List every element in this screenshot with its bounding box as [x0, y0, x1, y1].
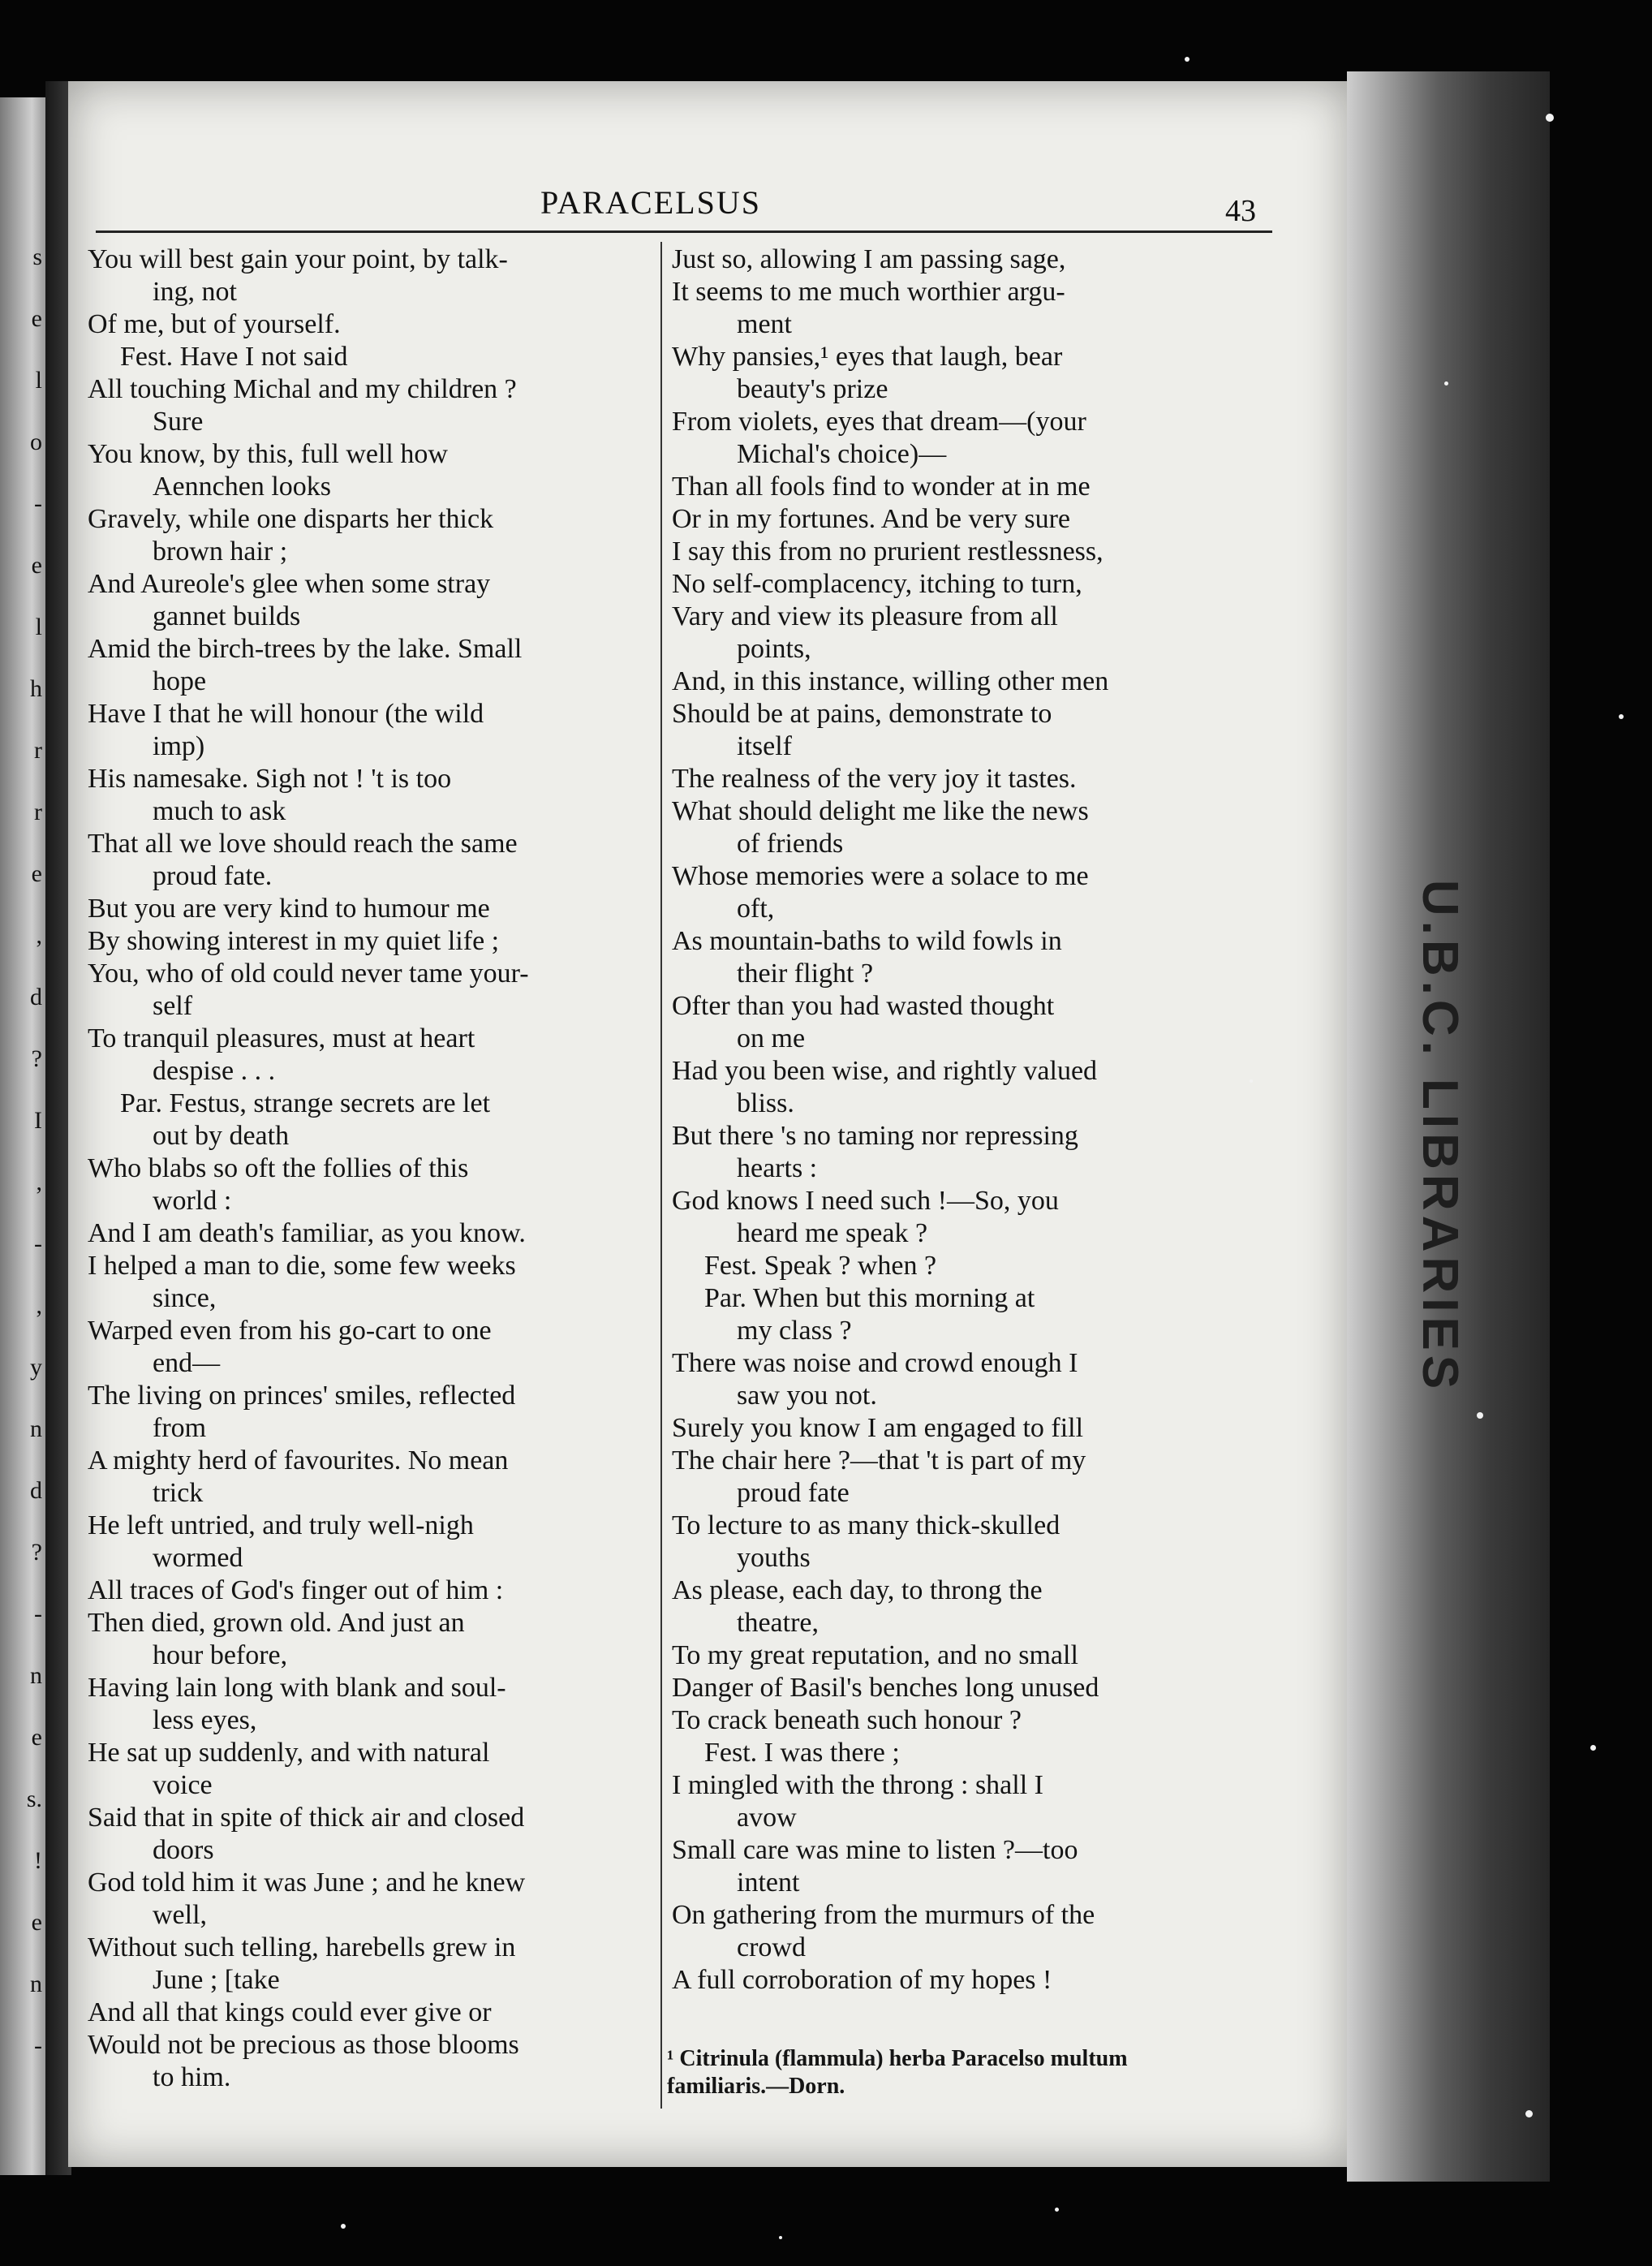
facing-page-fragment: ? — [31, 1539, 42, 1566]
dust-speck — [1250, 1079, 1253, 1083]
text-line: The realness of the very joy it tastes. — [672, 764, 1077, 794]
dust-speck — [779, 2236, 782, 2239]
text-line: Had you been wise, and rightly valued — [672, 1056, 1098, 1086]
text-line: hearts : — [737, 1153, 818, 1183]
text-line: A full corroboration of my hopes ! — [672, 1965, 1052, 1995]
text-line: No self-complacency, itching to turn, — [672, 569, 1082, 599]
dust-speck — [1055, 2208, 1059, 2212]
facing-page-fragment: d — [30, 984, 42, 1010]
left-text-column — [88, 243, 660, 2094]
text-line: I say this from no prurient restlessness, — [672, 536, 1103, 566]
facing-page-fragment: r — [34, 799, 42, 825]
text-line: And I am death's familiar, as you know. — [88, 1218, 526, 1248]
text-line: on me — [737, 1023, 806, 1053]
text-line: On gathering from the murmurs of the — [672, 1900, 1095, 1930]
text-line: Small care was mine to listen ?—too — [672, 1835, 1078, 1865]
facing-page-fragment: - — [34, 1230, 42, 1257]
text-line: All touching Michal and my children ? — [88, 374, 517, 404]
library-stamp-text: U.B.C. LIBRARIES — [1412, 879, 1469, 1394]
text-line: From violets, eyes that dream—(your — [672, 407, 1086, 437]
text-line: I mingled with the throng : shall I — [672, 1770, 1043, 1800]
library-stamp — [1379, 828, 1501, 1445]
text-line: hope — [153, 666, 207, 696]
text-line: wormed — [153, 1543, 243, 1573]
facing-page-fragment: e — [31, 1724, 42, 1751]
running-head-title: PARACELSUS — [540, 184, 761, 221]
text-line: A mighty herd of favourites. No mean — [88, 1445, 509, 1475]
text-line: intent — [737, 1868, 800, 1898]
facing-page-fragment: o — [30, 429, 42, 455]
text-line: Whose memories were a solace to me — [672, 861, 1089, 891]
facing-page-fragment: ! — [34, 1847, 42, 1874]
text-line: beauty's prize — [737, 374, 888, 404]
footnote-line: ¹ Citrinula (flammula) herba Paracelso multum — [667, 2046, 1128, 2071]
facing-page-fragment: n — [30, 1971, 42, 1997]
facing-page-fragment: - — [34, 1600, 42, 1627]
dust-speck — [1477, 1412, 1483, 1419]
text-line: God knows I need such !—So, you — [672, 1186, 1059, 1216]
text-line: ing, not — [153, 277, 237, 307]
text-line: Fest. Have I not said — [120, 342, 348, 372]
text-line: Said that in spite of thick air and closed — [88, 1803, 525, 1833]
text-line: I helped a man to die, some few weeks — [88, 1251, 516, 1281]
text-line: To lecture to as many thick-skulled — [672, 1510, 1060, 1540]
text-line: avow — [737, 1803, 797, 1833]
text-line: Why pansies,¹ eyes that laugh, bear — [672, 342, 1063, 372]
text-line: voice — [153, 1770, 213, 1800]
text-line: youths — [737, 1543, 811, 1573]
dust-speck — [1444, 381, 1448, 386]
text-line: my class ? — [737, 1316, 852, 1346]
text-line: Should be at pains, demonstrate to — [672, 699, 1052, 729]
text-line: Would not be precious as those blooms — [88, 2030, 519, 2060]
text-line: What should delight me like the news — [672, 796, 1089, 826]
text-line: Amid the birch-trees by the lake. Small — [88, 634, 523, 664]
text-line: Fest. Speak ? when ? — [704, 1251, 937, 1281]
text-line: saw you not. — [737, 1381, 877, 1411]
text-line: And, in this instance, willing other men — [672, 666, 1109, 696]
text-line: theatre, — [737, 1608, 819, 1638]
text-line: to him. — [153, 2062, 231, 2092]
facing-page-fragment: n — [30, 1415, 42, 1442]
column-divider — [660, 242, 662, 2109]
text-line: June ; [take — [153, 1965, 280, 1995]
footnote-line: familiaris.—Dorn. — [667, 2074, 845, 2099]
text-line: proud fate. — [153, 861, 273, 891]
facing-page-fragment: e — [31, 305, 42, 332]
text-line: As mountain-baths to wild fowls in — [672, 926, 1062, 956]
facing-page-fragment: I — [34, 1107, 42, 1134]
text-line: itself — [737, 731, 792, 761]
text-line: Without such telling, harebells grew in — [88, 1932, 516, 1962]
text-line: since, — [153, 1283, 217, 1313]
text-line: Par. Festus, strange secrets are let — [120, 1088, 491, 1118]
facing-page-edge — [0, 97, 45, 2175]
facing-page-fragment: s — [32, 243, 42, 270]
facing-page-fragment: d — [30, 1477, 42, 1504]
text-line: doors — [153, 1835, 214, 1865]
text-line: their flight ? — [737, 959, 874, 989]
text-line: of friends — [737, 829, 844, 859]
dust-speck — [1185, 57, 1190, 62]
text-line: points, — [737, 634, 811, 664]
text-line: Surely you know I am engaged to fill — [672, 1413, 1084, 1443]
text-line: To tranquil pleasures, must at heart — [88, 1023, 475, 1053]
text-line: There was noise and crowd enough I — [672, 1348, 1078, 1378]
text-line: The chair here ?—that 't is part of my — [672, 1445, 1086, 1475]
text-line: proud fate — [737, 1478, 850, 1508]
text-line: despise . . . — [153, 1056, 276, 1086]
facing-page-fragment: y — [30, 1354, 42, 1381]
text-line: hour before, — [153, 1640, 288, 1670]
facing-page-fragment: e — [31, 552, 42, 579]
text-line: Warped even from his go-cart to one — [88, 1316, 492, 1346]
text-line: He sat up suddenly, and with natural — [88, 1738, 490, 1768]
text-line: Who blabs so oft the follies of this — [88, 1153, 469, 1183]
text-line: brown hair ; — [153, 536, 288, 566]
footnote — [667, 2045, 1267, 2100]
text-line: Of me, but of yourself. — [88, 309, 341, 339]
dust-speck — [341, 2224, 346, 2229]
text-line: To crack beneath such honour ? — [672, 1705, 1022, 1735]
facing-page-fragment: e — [31, 860, 42, 887]
header-rule — [96, 230, 1272, 233]
text-line: end— — [153, 1348, 221, 1378]
text-line: Sure — [153, 407, 204, 437]
text-line: Vary and view its pleasure from all — [672, 601, 1058, 631]
text-line: trick — [153, 1478, 204, 1508]
text-line: Par. When but this morning at — [704, 1283, 1035, 1313]
text-line: crowd — [737, 1932, 806, 1962]
text-line: The living on princes' smiles, reflected — [88, 1381, 516, 1411]
text-line: oft, — [737, 894, 775, 924]
text-line: heard me speak ? — [737, 1218, 928, 1248]
facing-page-fragment: n — [30, 1662, 42, 1689]
text-line: All traces of God's finger out of him : — [88, 1575, 504, 1605]
text-line: Or in my fortunes. And be very sure — [672, 504, 1071, 534]
facing-page-fragment: s. — [26, 1786, 42, 1812]
text-line: Danger of Basil's benches long unused — [672, 1673, 1099, 1703]
text-line: But you are very kind to humour me — [88, 894, 490, 924]
text-line: God told him it was June ; and he knew — [88, 1868, 526, 1898]
text-line: Having lain long with blank and soul- — [88, 1673, 506, 1703]
text-line: well, — [153, 1900, 208, 1930]
dust-speck — [1619, 714, 1624, 719]
text-line: from — [153, 1413, 207, 1443]
text-line: To my great reputation, and no small — [672, 1640, 1078, 1670]
text-line: bliss. — [737, 1088, 794, 1118]
text-line: His namesake. Sigh not ! 't is too — [88, 764, 452, 794]
text-line: It seems to me much worthier argu- — [672, 277, 1065, 307]
text-line: That all we love should reach the same — [88, 829, 518, 859]
text-line: less eyes, — [153, 1705, 257, 1735]
facing-page-fragment: , — [36, 1292, 42, 1319]
text-line: As please, each day, to throng the — [672, 1575, 1043, 1605]
facing-page-fragment: l — [35, 614, 42, 640]
text-line: And Aureole's glee when some stray — [88, 569, 491, 599]
facing-page-fragment: ? — [31, 1045, 42, 1072]
text-line: Ofter than you had wasted thought — [672, 991, 1055, 1021]
text-line: gannet builds — [153, 601, 301, 631]
text-line: Have I that he will honour (the wild — [88, 699, 484, 729]
dust-speck — [1546, 114, 1554, 122]
dust-speck — [1525, 2110, 1533, 2117]
text-line: You will best gain your point, by talk- — [88, 244, 508, 274]
facing-page-fragment: l — [35, 367, 42, 394]
dust-speck — [1590, 1745, 1596, 1751]
text-line: And all that kings could ever give or — [88, 1997, 492, 2027]
text-line: Fest. I was there ; — [704, 1738, 900, 1768]
text-line: You, who of old could never tame your- — [88, 959, 529, 989]
text-line: Than all fools find to wonder at in me — [672, 472, 1091, 502]
text-line: Gravely, while one disparts her thick — [88, 504, 494, 534]
text-line: You know, by this, full well how — [88, 439, 448, 469]
text-line: much to ask — [153, 796, 286, 826]
page-number: 43 — [1225, 194, 1256, 228]
text-line: Then died, grown old. And just an — [88, 1608, 465, 1638]
facing-page-fragment: e — [31, 1909, 42, 1936]
text-line: Michal's choice)— — [737, 439, 947, 469]
text-line: imp) — [153, 731, 205, 761]
text-line: By showing interest in my quiet life ; — [88, 926, 500, 956]
facing-page-fragment: , — [36, 922, 42, 949]
text-line: Aennchen looks — [153, 472, 332, 502]
text-line: ment — [737, 309, 792, 339]
facing-page-fragment: , — [36, 1169, 42, 1195]
right-text-column — [672, 243, 1264, 1997]
text-line: self — [153, 991, 193, 1021]
text-line: Just so, allowing I am passing sage, — [672, 244, 1066, 274]
facing-page-fragment: - — [34, 490, 42, 517]
facing-page-fragment: r — [34, 737, 42, 764]
text-line: world : — [153, 1186, 232, 1216]
facing-page-fragment: - — [34, 2032, 42, 2059]
text-line: But there 's no taming nor repressing — [672, 1121, 1078, 1151]
text-line: out by death — [153, 1121, 290, 1151]
facing-page-fragment: h — [30, 675, 42, 702]
text-line: He left untried, and truly well-nigh — [88, 1510, 474, 1540]
